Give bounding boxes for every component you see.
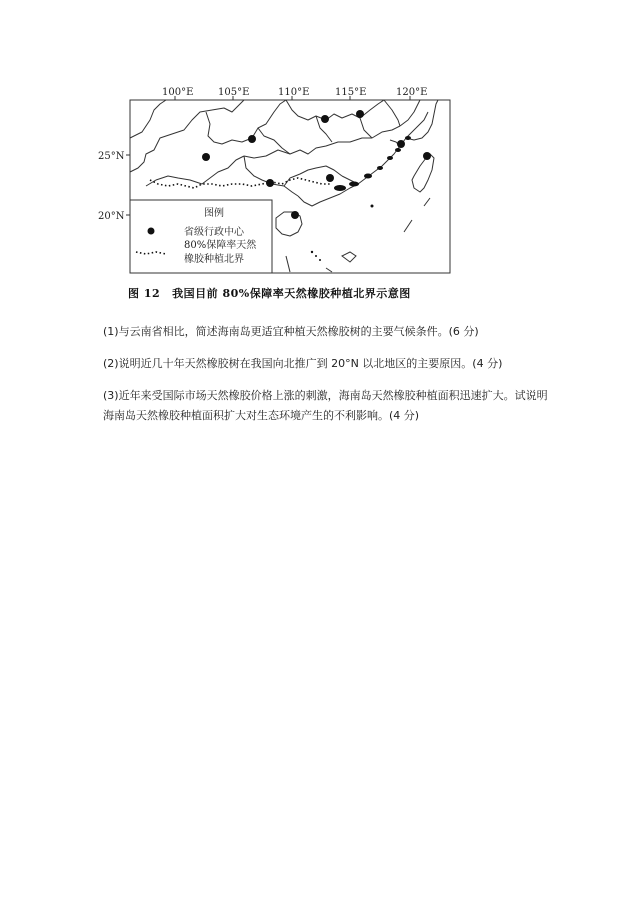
lon-label-110: 110°E — [278, 87, 310, 98]
sea-marks — [286, 198, 430, 272]
question-2: (2)说明近几十年天然橡胶树在我国向北推广到 20°N 以北地区的主要原因。(4 分) — [103, 357, 503, 370]
figure-caption — [128, 285, 411, 301]
map-figure — [94, 80, 454, 285]
legend-boundary-label-1: 80%保障率天然 — [184, 240, 257, 251]
capital-nanchang — [356, 110, 364, 118]
capital-taipei — [423, 152, 431, 160]
capital-guiyang — [248, 135, 256, 143]
legend-title: 图例 — [204, 208, 224, 219]
capital-fuzhou — [397, 140, 405, 148]
coastline-islands — [311, 136, 411, 261]
lat-label-25: 25°N — [98, 151, 125, 162]
capital-nanning — [266, 179, 274, 187]
map-svg — [94, 80, 454, 285]
legend-boundary-label-2: 橡胶种植北界 — [184, 254, 244, 265]
capital-haikou — [291, 211, 299, 219]
lon-label-105: 105°E — [218, 87, 250, 98]
legend-capital-symbol — [148, 228, 155, 235]
question-3: (3)近年来受国际市场天然橡胶价格上涨的刺激，海南岛天然橡胶种植面积迅速扩大。试说明海南岛天然橡胶种植面积扩大对生态环境产生的不利影响。(4 分) — [103, 389, 548, 422]
lon-label-120: 120°E — [396, 87, 428, 98]
rubber-boundary-line — [150, 178, 330, 188]
figure-title: 我国目前 80%保障率天然橡胶种植北界示意图 — [172, 287, 411, 300]
capital-changsha — [321, 115, 329, 123]
lat-label-20: 20°N — [98, 211, 125, 222]
question-1: (1)与云南省相比，简述海南岛更适宜种植天然橡胶树的主要气候条件。(6 分) — [103, 325, 479, 338]
capital-kunming — [202, 153, 210, 161]
lon-label-100: 100°E — [162, 87, 194, 98]
figure-number: 图 12 — [128, 287, 161, 300]
capital-guangzhou — [326, 174, 334, 182]
lon-label-115: 115°E — [335, 87, 367, 98]
legend-capital-label: 省级行政中心 — [184, 227, 244, 238]
